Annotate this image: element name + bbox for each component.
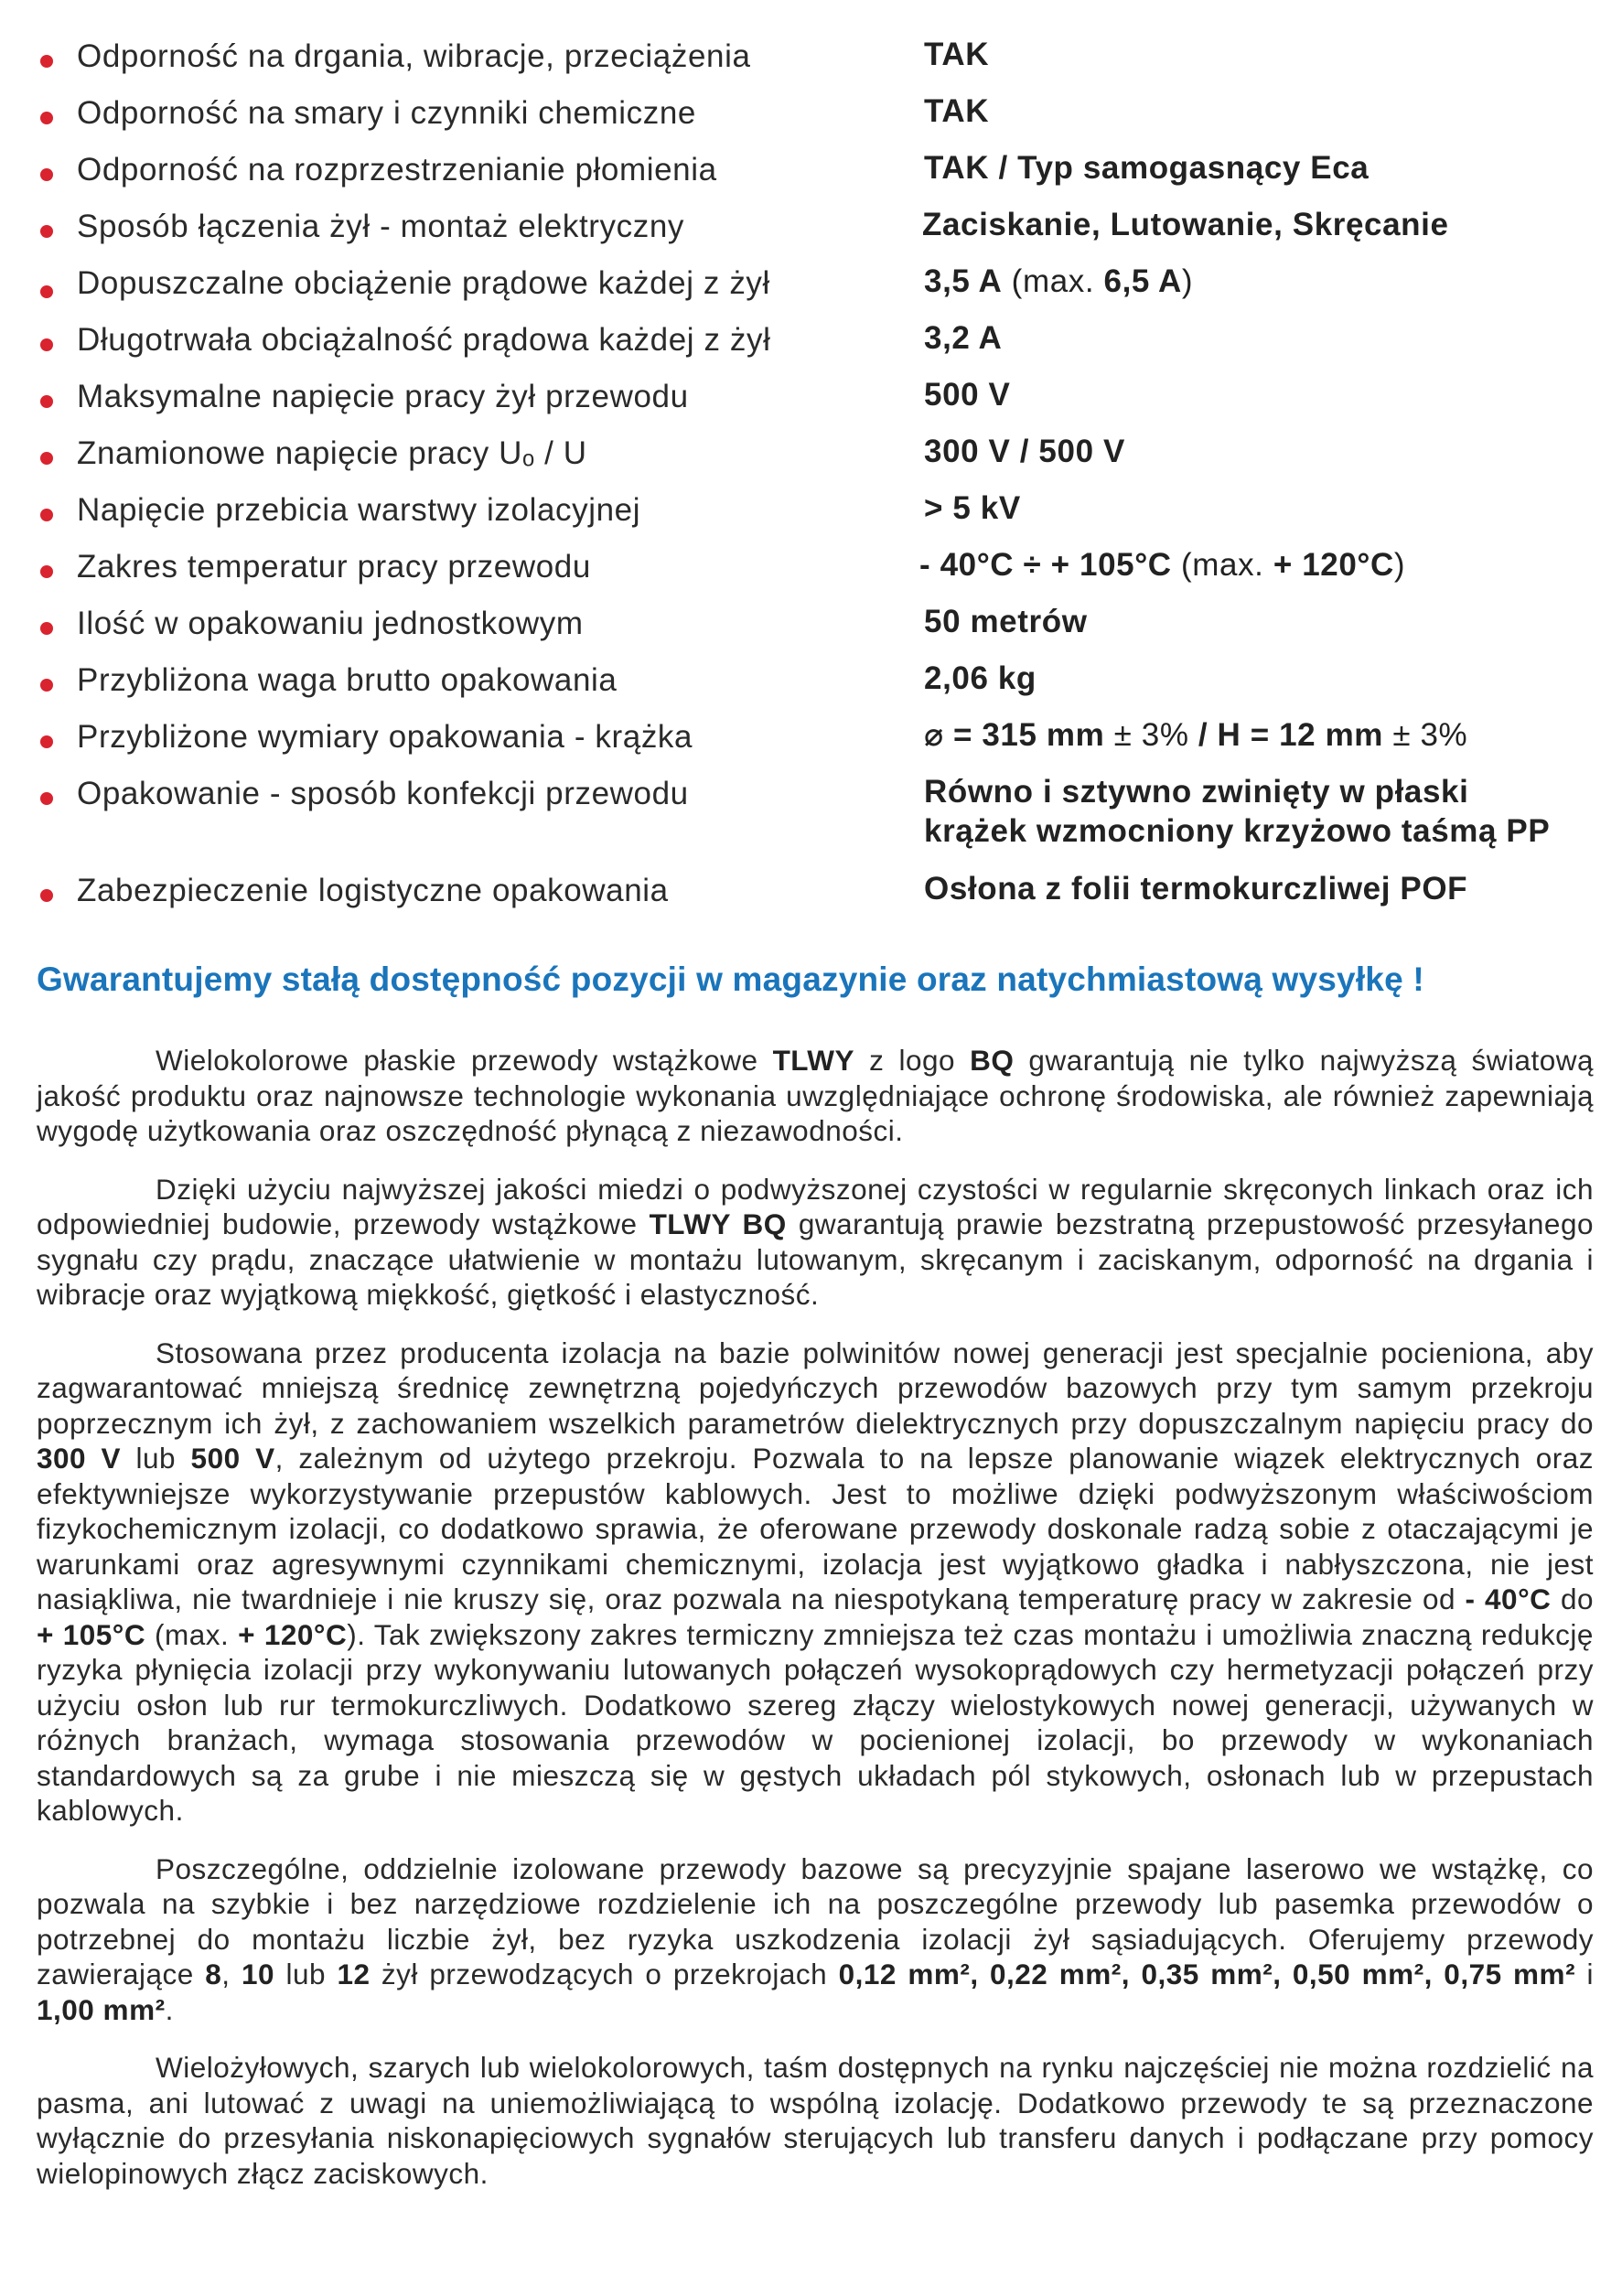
bullet-icon (40, 168, 53, 181)
bullet-icon (40, 225, 53, 238)
spec-value: 2,06 kg (924, 660, 1037, 696)
description-body (37, 1043, 1594, 2214)
spec-value: TAK (924, 37, 990, 72)
spec-value: Równo i sztywno zwinięty w płaski krążek wzmocniony krzyżowo taśmą PP (924, 774, 1551, 849)
bullet-icon (40, 395, 53, 408)
spec-value: ⌀ = 315 mm ± 3% / H = 12 mm ± 3% (924, 717, 1468, 753)
spec-label: Odporność na drgania, wibracje, przeciążenia (77, 38, 751, 74)
spec-label: Napięcie przebicia warstwy izolacyjnej (77, 492, 641, 528)
bullet-icon (40, 509, 53, 521)
spec-value: - 40°C ÷ + 105°C (max. + 120°C) (919, 547, 1406, 583)
spec-value: 3,5 A (max. 6,5 A) (924, 263, 1194, 299)
paragraph: Dzięki użyciu najwyższej jakości miedzi o podwyższonej czystości w regularnie skręconych linkach oraz ich odpowiedniej budowie, przewody wstążkowe TLWY BQ gwarantują prawie bezstratną przepustowość przesyłanego sygnału czy prądu, znaczące ułatwienie w montażu lutowanym, skręcanym i zaciskanym, odporność na drgania i wibracje oraz wyjątkową miękkość, giętkość i elastyczność. (37, 1172, 1594, 1311)
spec-label: Przybliżona waga brutto opakowania (77, 662, 618, 698)
bullet-icon (40, 285, 53, 298)
spec-value: 300 V / 500 V (924, 434, 1125, 469)
spec-label: Znamionowe napięcie pracy Uₒ / U (77, 435, 587, 471)
bullet-icon (40, 679, 53, 692)
spec-value: TAK (924, 93, 990, 129)
spec-label: Opakowanie - sposób konfekcji przewodu (77, 776, 689, 811)
spec-label: Dopuszczalne obciążenie prądowe każdej z żył (77, 265, 770, 301)
bullet-icon (40, 792, 53, 805)
spec-value: TAK / Typ samogasnący Eca (924, 150, 1370, 186)
spec-value: 50 metrów (924, 604, 1088, 639)
spec-label: Długotrwała obciążalność prądowa każdej z żył (77, 322, 771, 358)
spec-value: 3,2 A (924, 320, 1003, 356)
spec-label: Sposób łączenia żył - montaż elektryczny (77, 209, 684, 244)
spec-label: Zakres temperatur pracy przewodu (77, 549, 591, 585)
bullet-icon (40, 565, 53, 578)
spec-value: 500 V (924, 377, 1011, 413)
spec-label: Odporność na rozprzestrzenianie płomienia (77, 152, 717, 188)
paragraph: Wielokolorowe płaskie przewody wstążkowe TLWY z logo BQ gwarantują nie tylko najwyższą światową jakość produktu oraz najnowsze technologie wykonania uwzględniające ochronę środowiska, ale również zapewniają wygodę użytkowania oraz oszczędność płynącą z niezawodności. (37, 1044, 1595, 1147)
paragraph: Wielożyłowych, szarych lub wielokolorowych, taśm dostępnych na rynku najczęściej nie można rozdzielić na pasma, ani lutować z uwagi na uniemożliwiającą to wspólną izolację. Dodatkowo przewody te są przeznaczone wyłącznie do przesyłania niskonapięciowych sygnałów sterujących lub transferu danych i podłączane przy pomocy wielopinowych złącz zaciskowych. (37, 2051, 1594, 2190)
spec-label: Maksymalne napięcie pracy żył przewodu (77, 379, 689, 414)
spec-value: > 5 kV (924, 490, 1021, 526)
spec-value: Osłona z folii termokurczliwej POF (924, 871, 1468, 907)
bullet-icon (40, 112, 53, 124)
bullet-icon (40, 338, 53, 351)
bullet-icon (40, 735, 53, 748)
availability-headline: Gwarantujemy stałą dostępność pozycji w magazynie oraz natychmiastową wysyłkę ! (37, 960, 1424, 998)
paragraph: Stosowana przez producenta izolacja na bazie polwinitów nowej generacji jest specjalnie pocieniona, aby zagwarantować mniejszą średnicę zewnętrzną pojedyńczych przewodów bazowych przy tym samym przekroju poprzecznym ich żył, z zachowaniem wszelkich parametrów dielektrycznych przy dopuszczalnym napięciu pracy do 300 V lub 500 V, zależnym od użytego przekroju. Pozwala to na lepsze planowanie wiązek elektrycznych oraz efektywniejsze wykorzystywanie przepustów kablowych. Jest to możliwe dzięki podwyższonym właściwościom fizykochemicznym izolacji, co dodatkowo sprawia, że oferowane przewody doskonale radzą sobie z otaczającymi je warunkami oraz agresywnymi czynnikami chemicznymi, izolacja jest wyjątkowo gładka i nabłyszczona, nie jest nasiąkliwa, nie twardnieje i nie kruszy się, oraz pozwala na niespotykaną temperaturę pracy w zakresie od - 40°C do + 105°C (max. + 120°C). Tak zwiększony zakres termiczny zmniejsza też czas montażu i umożliwia znaczną redukcję ryzyka płynięcia izolacji przy wykonywaniu lutowanych połączeń wysokoprądowych czy hermetyzacji połączeń przy użyciu osłon lub rur termokurczliwych. Dodatkowo szereg złączy wielostykowych nowej generacji, używanych w różnych branżach, wymaga stosowania przewodów w pocienionej izolacji, bo przewody w wykonaniach standardowych są za grube i nie mieszczą się w gęstych układach pól stykowych, osłonach lub w przepustach kablowych. (37, 1336, 1594, 1827)
spec-value: Zaciskanie, Lutowanie, Skręcanie (922, 207, 1449, 242)
spec-label: Odporność na smary i czynniki chemiczne (77, 95, 696, 131)
bullet-icon (40, 889, 53, 902)
bullet-icon (40, 55, 53, 68)
spec-label: Ilość w opakowaniu jednostkowym (77, 606, 584, 641)
bullet-icon (40, 452, 53, 465)
paragraph: Poszczególne, oddzielnie izolowane przewody bazowe są precyzyjnie spajane laserowo we wstążkę, co pozwala na szybkie i bez narzędziowe rozdzielenie ich na poszczególne przewody lub pasemka przewodów o potrzebnej do montażu liczbie żył, bez ryzyka uszkodzenia izolacji żył sąsiadujących. Oferujemy przewody zawierające 8, 10 lub 12 żył przewodzących o przekrojach 0,12 mm², 0,22 mm², 0,35 mm², 0,50 mm², 0,75 mm² i 1,00 mm². (37, 1851, 1594, 2026)
spec-label: Zabezpieczenie logistyczne opakowania (77, 873, 669, 908)
bullet-icon (40, 622, 53, 635)
spec-label: Przybliżone wymiary opakowania - krążka (77, 719, 693, 755)
